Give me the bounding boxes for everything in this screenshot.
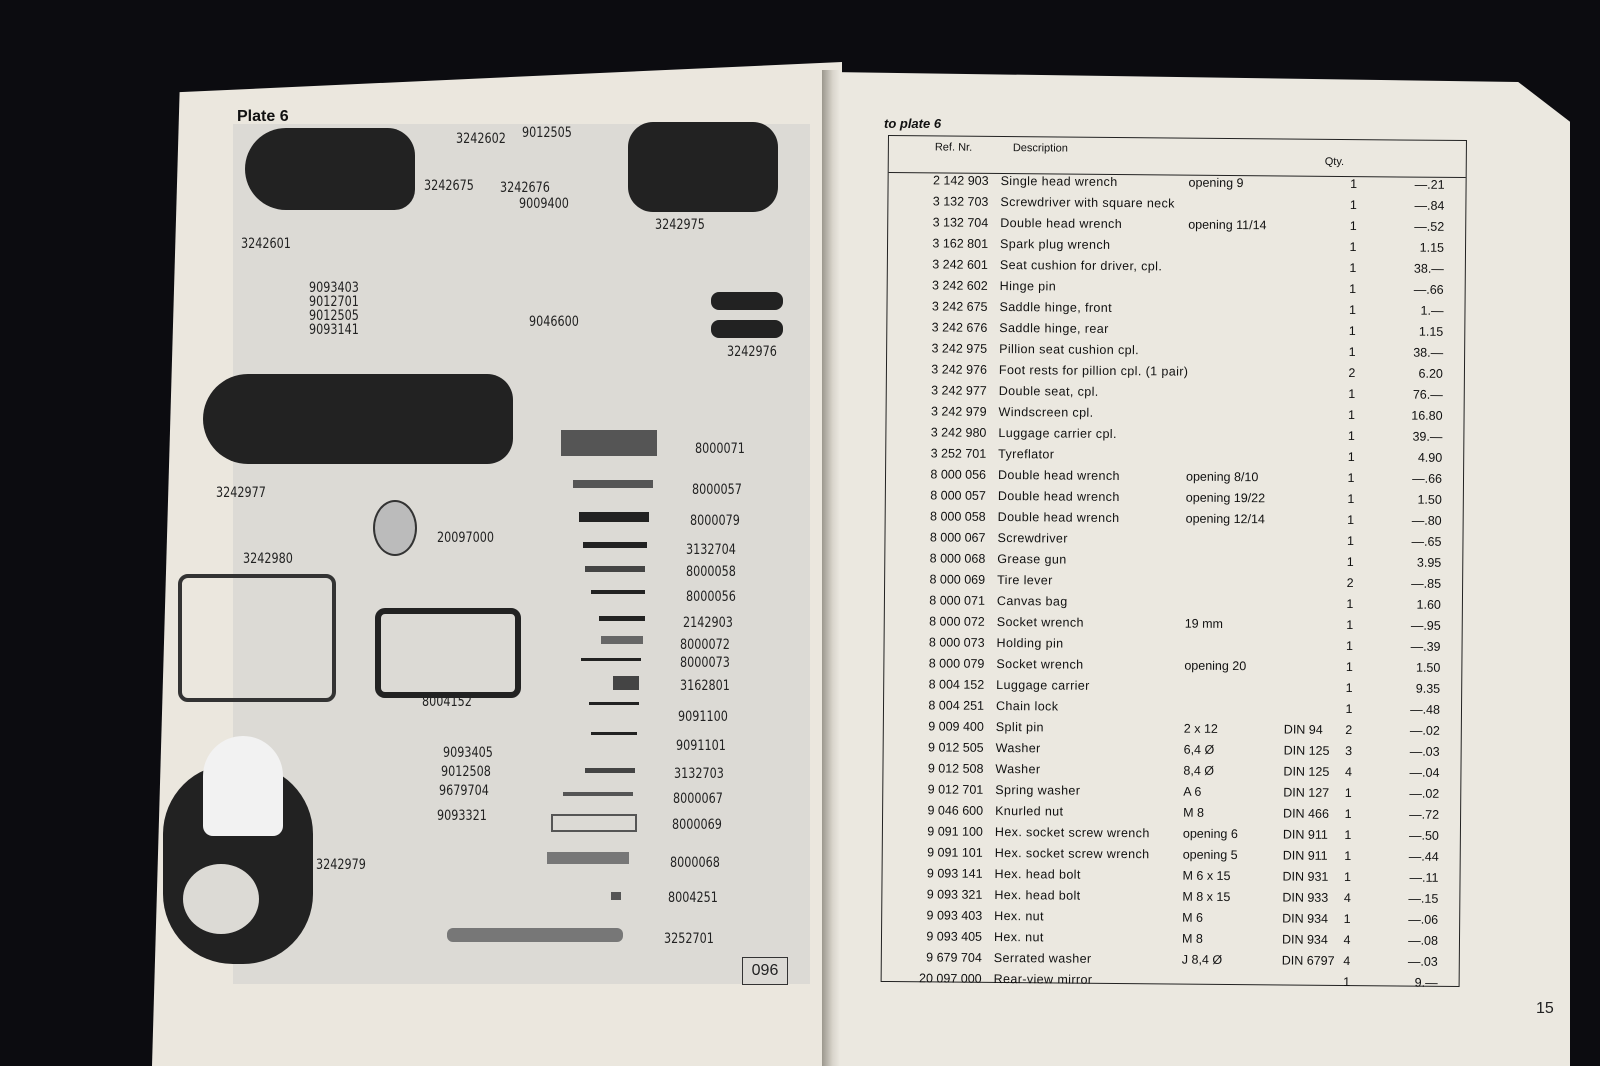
price-cell: 1.50 <box>1415 660 1441 675</box>
ref-cell: 9 091 101 <box>927 845 983 860</box>
qty-cell: 1 <box>1345 681 1353 696</box>
price-cell: —.44 <box>1408 849 1439 864</box>
ref-cell: 3 242 975 <box>931 341 988 356</box>
price-cell: —.06 <box>1408 912 1439 927</box>
qty-cell: 1 <box>1344 786 1352 801</box>
qty-cell: 1 <box>1344 807 1352 822</box>
qty-cell: 1 <box>1348 408 1356 423</box>
ref-cell: 8 000 056 <box>930 467 987 482</box>
col-qty-header: Qty. <box>1324 155 1345 168</box>
ref-cell: 3 242 601 <box>932 257 988 272</box>
ref-cell: 8 004 251 <box>928 698 985 713</box>
ref-cell: 3 132 704 <box>932 215 989 230</box>
price-cell: 38.— <box>1413 345 1444 360</box>
callout-label: 3242676 <box>500 180 550 196</box>
description-cell: Spring washer <box>995 782 1081 798</box>
ref-cell: 9 012 508 <box>927 761 984 776</box>
description-cell: Serrated washer <box>993 950 1092 966</box>
spec-cell: M 6 x 15 <box>1182 868 1231 884</box>
price-cell: 1.15 <box>1418 324 1444 339</box>
description-cell: Saddle hinge, front <box>999 299 1113 315</box>
foot-rest-image-2 <box>711 320 783 338</box>
spec-cell: M 8 x 15 <box>1182 889 1231 905</box>
callout-label: 3132703 <box>674 766 724 782</box>
description-cell: Washer <box>995 761 1041 777</box>
callout-label: 3252701 <box>664 931 714 947</box>
callout-label: 9091101 <box>676 738 726 754</box>
luggage-carrier-frame-image <box>178 574 336 702</box>
spec-cell: opening 8/10 <box>1185 469 1259 485</box>
qty-cell: 1 <box>1349 198 1357 213</box>
price-cell: —.72 <box>1409 807 1440 822</box>
windscreen-hole-image <box>183 864 259 934</box>
qty-cell: 2 <box>1348 366 1356 381</box>
ref-cell: 8 000 057 <box>930 488 986 503</box>
ref-cell: 9 012 505 <box>927 740 984 755</box>
callout-label: 3242602 <box>456 131 506 147</box>
ref-cell: 9 093 141 <box>926 866 983 881</box>
price-cell: 16.80 <box>1411 408 1443 423</box>
price-cell: 1.60 <box>1416 597 1441 612</box>
ref-cell: 8 000 068 <box>929 551 986 566</box>
qty-cell: 1 <box>1348 387 1356 402</box>
description-cell: Hex. nut <box>993 929 1044 945</box>
callout-label: 8000072 <box>680 637 730 653</box>
plate-title: Plate 6 <box>237 108 289 125</box>
qty-cell: 4 <box>1344 765 1352 780</box>
callout-label: 8000067 <box>673 791 723 807</box>
callout-label: 8000079 <box>690 513 740 529</box>
callout-label: 8000056 <box>686 589 736 605</box>
spec-cell: opening 19/22 <box>1185 490 1266 506</box>
qty-cell: 1 <box>1348 345 1356 360</box>
description-cell: Hex. socket screw wrench <box>994 845 1150 862</box>
spec-cell: 6,4 Ø <box>1183 742 1215 757</box>
price-cell: —.48 <box>1410 702 1441 717</box>
ref-cell: 3 252 701 <box>930 446 987 461</box>
qty-cell: 1 <box>1343 912 1351 927</box>
description-cell: Luggage carrier <box>996 677 1090 693</box>
ref-cell: 3 242 676 <box>931 320 988 335</box>
qty-cell: 2 <box>1345 723 1353 738</box>
description-cell: Chain lock <box>995 698 1059 714</box>
callout-label: 20097000 <box>437 530 495 546</box>
qty-cell: 1 <box>1348 324 1356 339</box>
price-cell: —.15 <box>1408 891 1439 906</box>
description-cell: Pillion seat cushion cpl. <box>999 341 1140 358</box>
description-cell: Luggage carrier cpl. <box>998 425 1117 442</box>
spec-cell: opening 20 <box>1184 658 1247 674</box>
table-body <box>882 170 1466 994</box>
qty-cell: 2 <box>1346 576 1354 591</box>
ref-cell: 3 242 602 <box>932 278 988 293</box>
qty-cell: 1 <box>1350 177 1358 192</box>
ref-cell: 8 004 152 <box>928 677 985 692</box>
ref-cell: 9 093 403 <box>926 908 983 923</box>
description-cell: Hex. nut <box>994 908 1045 924</box>
spec-cell: 19 mm <box>1184 616 1224 631</box>
price-cell: 1.15 <box>1419 240 1445 255</box>
tire-lever-image <box>551 814 637 832</box>
spec-cell: 2 x 12 <box>1183 721 1218 736</box>
ref-cell: 3 242 675 <box>931 299 988 314</box>
wrench-image-1 <box>573 480 653 488</box>
callout-label: 3132704 <box>686 542 736 558</box>
ref-cell: 3 132 703 <box>932 194 989 209</box>
callout-label: 3162801 <box>680 678 730 694</box>
spec-cell: J 8,4 Ø <box>1181 952 1223 967</box>
ref-cell: 8 000 072 <box>929 614 985 629</box>
ref-cell: 9 091 100 <box>927 824 983 839</box>
description-cell: Tire lever <box>997 572 1053 588</box>
price-cell: —.02 <box>1409 786 1440 801</box>
ref-cell: 9 093 321 <box>926 887 983 902</box>
ref-cell: 8 000 067 <box>929 530 986 545</box>
description-cell: Canvas bag <box>996 593 1068 609</box>
price-cell: 76.— <box>1412 387 1443 402</box>
windscreen-glass-image <box>203 736 283 836</box>
col-ref-header: Ref. Nr. <box>934 141 973 154</box>
callout-label: 8000071 <box>695 441 745 457</box>
description-cell: Windscreen cpl. <box>998 404 1094 420</box>
price-cell: —.52 <box>1414 219 1445 234</box>
qty-cell: 4 <box>1343 891 1351 906</box>
spec-cell: M 8 <box>1183 805 1205 820</box>
description-cell: Double head wrench <box>997 509 1120 526</box>
luggage-carrier-image <box>375 608 521 698</box>
book-gutter <box>822 70 840 1066</box>
din-cell: DIN 934 <box>1282 911 1329 926</box>
qty-cell: 1 <box>1346 618 1354 633</box>
description-cell: Rear-view mirror <box>993 971 1093 987</box>
callout-label: 9012505 <box>309 308 359 324</box>
qty-cell: 1 <box>1349 219 1357 234</box>
description-cell: Double head wrench <box>997 488 1120 505</box>
screwdriver-image-1 <box>585 768 635 773</box>
callout-label: 9679704 <box>439 783 489 799</box>
price-cell: 1.— <box>1420 303 1444 318</box>
page-number: 15 <box>1536 1000 1554 1017</box>
spec-cell: opening 11/14 <box>1188 217 1267 233</box>
ref-cell: 3 242 977 <box>931 383 987 398</box>
spec-cell: M 8 <box>1181 931 1203 946</box>
pin-image <box>581 658 641 661</box>
din-cell: DIN 94 <box>1283 722 1323 737</box>
plate-stamp: 096 <box>742 957 788 985</box>
description-cell: Hex. head bolt <box>994 866 1081 882</box>
wrench-image-3 <box>583 542 647 548</box>
price-cell: —.85 <box>1411 576 1442 591</box>
qty-cell: 1 <box>1349 282 1357 297</box>
description-cell: Hex. socket screw wrench <box>994 824 1150 841</box>
socket-wrench-image <box>599 616 645 621</box>
canvas-bag-image <box>561 430 657 456</box>
description-cell: Tyreflator <box>998 446 1055 462</box>
qty-cell: 1 <box>1347 471 1355 486</box>
table-heading: to plate 6 <box>884 116 942 131</box>
price-cell: —.80 <box>1411 513 1442 528</box>
price-cell: —.66 <box>1413 282 1444 297</box>
ref-cell: 9 012 701 <box>927 782 984 797</box>
qty-cell: 1 <box>1345 660 1353 675</box>
callout-label: 3242979 <box>316 857 366 873</box>
hex-key-image-2 <box>591 732 637 735</box>
callout-label: 8004251 <box>668 890 718 906</box>
qty-cell: 4 <box>1343 933 1351 948</box>
description-cell: Single head wrench <box>1000 173 1118 190</box>
price-cell: 38.— <box>1413 261 1444 276</box>
mirror-image <box>373 500 417 556</box>
callout-label: 8000068 <box>670 855 720 871</box>
din-cell: DIN 466 <box>1283 806 1330 821</box>
din-cell: DIN 911 <box>1282 827 1328 842</box>
price-cell: —.50 <box>1408 828 1439 843</box>
price-cell: —.39 <box>1410 639 1441 654</box>
price-cell: 6.20 <box>1418 366 1443 381</box>
qty-cell: 1 <box>1346 555 1354 570</box>
ref-cell: 8 000 058 <box>930 509 986 524</box>
callout-label: 8000057 <box>692 482 742 498</box>
callout-label: 8000058 <box>686 564 736 580</box>
price-cell: 4.90 <box>1417 450 1443 465</box>
ref-cell: 8 000 073 <box>928 635 985 650</box>
description-cell: Saddle hinge, rear <box>999 320 1109 336</box>
callout-label: 3242601 <box>241 236 291 252</box>
callout-label: 8000069 <box>672 817 722 833</box>
col-desc-header: Description <box>1012 142 1068 155</box>
description-cell: Foot rests for pillion cpl. (1 pair) <box>998 362 1189 379</box>
callout-label: 8004152 <box>422 694 472 710</box>
callout-label: 9012508 <box>441 764 491 780</box>
ref-cell: 20 097 000 <box>919 971 982 986</box>
ref-cell: 3 242 979 <box>930 404 987 419</box>
spark-plug-wrench-image <box>613 676 639 690</box>
din-cell: DIN 127 <box>1283 785 1330 800</box>
qty-cell: 1 <box>1344 828 1352 843</box>
ref-cell: 9 093 405 <box>926 929 983 944</box>
spec-cell: opening 6 <box>1182 826 1238 842</box>
grease-gun-image <box>547 852 629 864</box>
callout-label: 9012701 <box>309 294 359 310</box>
callout-label: 3242977 <box>216 485 266 501</box>
din-cell: DIN 933 <box>1282 890 1329 905</box>
description-cell: Grease gun <box>997 551 1067 567</box>
qty-cell: 1 <box>1347 513 1355 528</box>
din-cell: DIN 911 <box>1282 848 1328 863</box>
din-cell: DIN 931 <box>1282 869 1329 884</box>
price-cell: —.03 <box>1407 954 1438 969</box>
price-cell: 9.35 <box>1415 681 1441 696</box>
qty-cell: 1 <box>1349 240 1357 255</box>
price-cell: 1.50 <box>1417 492 1442 507</box>
spec-cell: opening 12/14 <box>1185 511 1265 527</box>
spec-cell: opening 9 <box>1188 175 1244 191</box>
spec-cell: 8,4 Ø <box>1183 763 1215 778</box>
callout-label: 3242980 <box>243 551 293 567</box>
qty-cell: 3 <box>1345 744 1353 759</box>
price-cell: —.08 <box>1408 933 1439 948</box>
callout-label: 9093321 <box>437 808 487 824</box>
description-cell: Holding pin <box>996 635 1064 651</box>
description-cell: Socket wrench <box>996 614 1084 630</box>
price-cell: 9.— <box>1414 975 1438 990</box>
description-cell: Double head wrench <box>997 467 1120 484</box>
qty-cell: 4 <box>1343 954 1351 969</box>
socket-image <box>601 636 643 644</box>
price-cell: —.21 <box>1414 177 1445 192</box>
wrench-image-4 <box>585 566 645 572</box>
description-cell: Double head wrench <box>1000 215 1123 232</box>
price-cell: 39.— <box>1412 429 1443 444</box>
price-cell: —.02 <box>1409 723 1440 738</box>
price-cell: —.66 <box>1412 471 1443 486</box>
wrench-image-5 <box>591 590 645 594</box>
tyreflator-image <box>447 928 623 942</box>
description-cell: Screwdriver <box>997 530 1068 546</box>
callout-label: 9091100 <box>678 709 728 725</box>
callout-label: 9093403 <box>309 280 359 296</box>
ref-cell: 3 242 980 <box>930 425 987 440</box>
description-cell: Hex. head bolt <box>994 887 1081 903</box>
price-cell: —.03 <box>1409 744 1440 759</box>
qty-cell: 1 <box>1346 534 1355 549</box>
spec-cell: opening 5 <box>1182 847 1238 863</box>
ref-cell: 2 142 903 <box>932 173 989 188</box>
ref-cell: 9 046 600 <box>927 803 984 818</box>
double-seat-image <box>203 374 513 464</box>
screwdriver-image-2 <box>563 792 633 796</box>
callout-label: 8000073 <box>680 655 730 671</box>
qty-cell: 1 <box>1343 870 1352 885</box>
din-cell: DIN 6797 <box>1281 953 1335 968</box>
wrench-image-2 <box>579 512 649 522</box>
din-cell: DIN 934 <box>1281 932 1328 947</box>
description-cell: Washer <box>995 740 1041 756</box>
ref-cell: 9 009 400 <box>928 719 984 734</box>
qty-cell: 1 <box>1347 450 1355 465</box>
din-cell: DIN 125 <box>1283 764 1330 779</box>
price-cell: 3.95 <box>1416 555 1442 570</box>
description-cell: Hinge pin <box>999 278 1057 294</box>
ref-cell: 8 000 069 <box>929 572 986 587</box>
description-cell: Socket wrench <box>996 656 1084 672</box>
callout-label: 9093405 <box>443 745 493 761</box>
foot-rest-image <box>711 292 783 310</box>
callout-label: 3242976 <box>727 344 777 360</box>
price-cell: —.95 <box>1410 618 1441 633</box>
ref-cell: 9 679 704 <box>926 950 982 965</box>
ref-cell: 8 000 071 <box>929 593 985 608</box>
callout-label: 3242675 <box>424 178 474 194</box>
qty-cell: 1 <box>1347 492 1355 507</box>
spec-cell: A 6 <box>1183 784 1202 799</box>
qty-cell: 1 <box>1345 702 1353 717</box>
callout-label: 9093141 <box>309 322 359 338</box>
chain-lock-image <box>611 892 621 900</box>
driver-seat-image <box>245 128 415 210</box>
qty-cell: 1 <box>1346 597 1354 612</box>
ref-cell: 3 162 801 <box>932 236 989 251</box>
qty-cell: 1 <box>1348 303 1357 318</box>
price-cell: —.11 <box>1409 870 1439 885</box>
din-cell: DIN 125 <box>1283 743 1330 758</box>
callout-label: 9046600 <box>529 314 579 330</box>
price-cell: —.04 <box>1409 765 1440 780</box>
parts-table <box>881 135 1467 990</box>
description-cell: Screwdriver with square neck <box>1000 194 1175 211</box>
price-cell: —.84 <box>1414 198 1445 213</box>
ref-cell: 8 000 079 <box>928 656 985 671</box>
price-cell: —.65 <box>1411 534 1442 549</box>
qty-cell: 1 <box>1346 639 1354 654</box>
qty-cell: 1 <box>1343 975 1351 990</box>
callout-label: 9012505 <box>522 125 572 141</box>
description-cell: Knurled nut <box>995 803 1064 819</box>
description-cell: Seat cushion for driver, cpl. <box>999 257 1163 274</box>
pillion-seat-image <box>628 122 778 212</box>
qty-cell: 1 <box>1349 261 1357 276</box>
callout-label: 2142903 <box>683 615 733 631</box>
description-cell: Spark plug wrench <box>999 236 1111 252</box>
qty-cell: 1 <box>1344 849 1352 864</box>
callout-label: 3242975 <box>655 217 705 233</box>
description-cell: Double seat, cpl. <box>998 383 1099 399</box>
spec-cell: M 6 <box>1182 910 1204 925</box>
qty-cell: 1 <box>1347 429 1355 444</box>
callout-label: 9009400 <box>519 196 569 212</box>
hex-key-image-1 <box>589 702 639 705</box>
ref-cell: 3 242 976 <box>931 362 988 377</box>
description-cell: Split pin <box>995 719 1044 735</box>
